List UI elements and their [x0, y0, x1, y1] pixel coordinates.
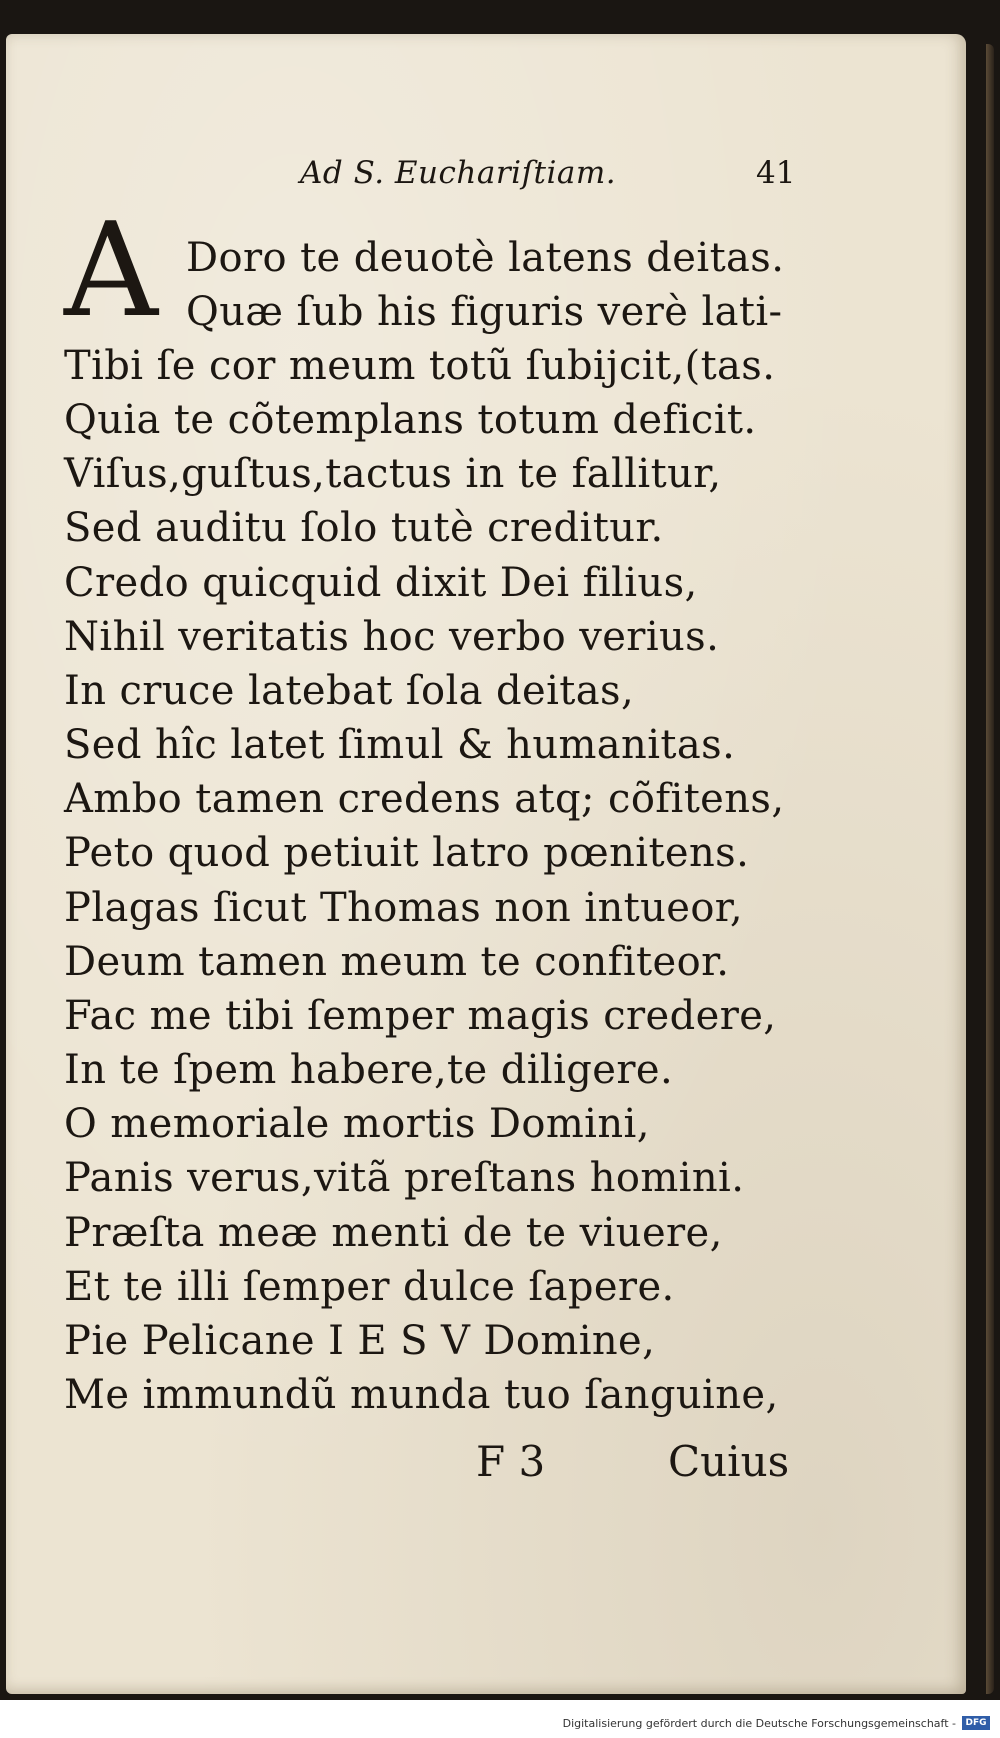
- verse-line: Me immundũ munda tuo ſanguine,: [64, 1372, 779, 1418]
- verse-line: Credo quicquid dixit Dei filius,: [64, 560, 698, 606]
- verse-line: Fac me tibi ſemper magis credere,: [64, 993, 777, 1039]
- verse-line: Doro te deuotè latens deitas.: [186, 235, 785, 281]
- page-edge-shadow: [986, 44, 994, 1694]
- verse-line: Sed hîc latet ſimul & humanitas.: [64, 722, 736, 768]
- verse-line: In cruce latebat ſola deitas,: [64, 668, 635, 714]
- catchword: Cuius: [668, 1437, 790, 1486]
- verse-line: Peto quod petiuit latro pœnitens.: [64, 830, 750, 876]
- verse-line: Quæ ſub his figuris verè lati-: [186, 289, 783, 335]
- verse-line: Ambo tamen credens atq; cõfitens,: [64, 776, 785, 822]
- verse-line: Præſta meæ menti de te viuere,: [64, 1210, 723, 1256]
- verse-line: Pie Pelicane I E S V Domine,: [64, 1318, 656, 1364]
- verse-line: Sed auditu ſolo tutè creditur.: [64, 505, 664, 551]
- verse-line: Plagas ſicut Thomas non intueor,: [64, 885, 744, 931]
- signature-mark: F 3: [476, 1437, 546, 1486]
- running-head: Ad S. Euchariſtiam.: [300, 155, 617, 191]
- drop-cap-initial: A: [64, 194, 158, 346]
- verse-line: Nihil veritatis hoc verbo verius.: [64, 614, 720, 660]
- dfg-logo: DFG: [962, 1716, 990, 1730]
- verse-line: Et te illi ſemper dulce ſapere.: [64, 1264, 675, 1310]
- verse-line: In te ſpem habere,te diligere.: [64, 1047, 674, 1093]
- verse-line: Panis verus,vitã preſtans homini.: [64, 1155, 745, 1201]
- verse-line: Deum tamen meum te confiteor.: [64, 939, 730, 985]
- verse-line: O memoriale mortis Domini,: [64, 1101, 650, 1147]
- digitization-credit: Digitalisierung gefördert durch die Deutsche Forschungsgemeinschaft -: [562, 1717, 956, 1730]
- verse-line: Quia te cõtemplans totum deficit.: [64, 397, 757, 443]
- verse-line: Tibi ſe cor meum totũ ſubijcit,(tas.: [64, 343, 776, 389]
- page-number: 41: [756, 155, 796, 191]
- verse-line: Viſus,guſtus,tactus in te fallitur,: [64, 451, 722, 497]
